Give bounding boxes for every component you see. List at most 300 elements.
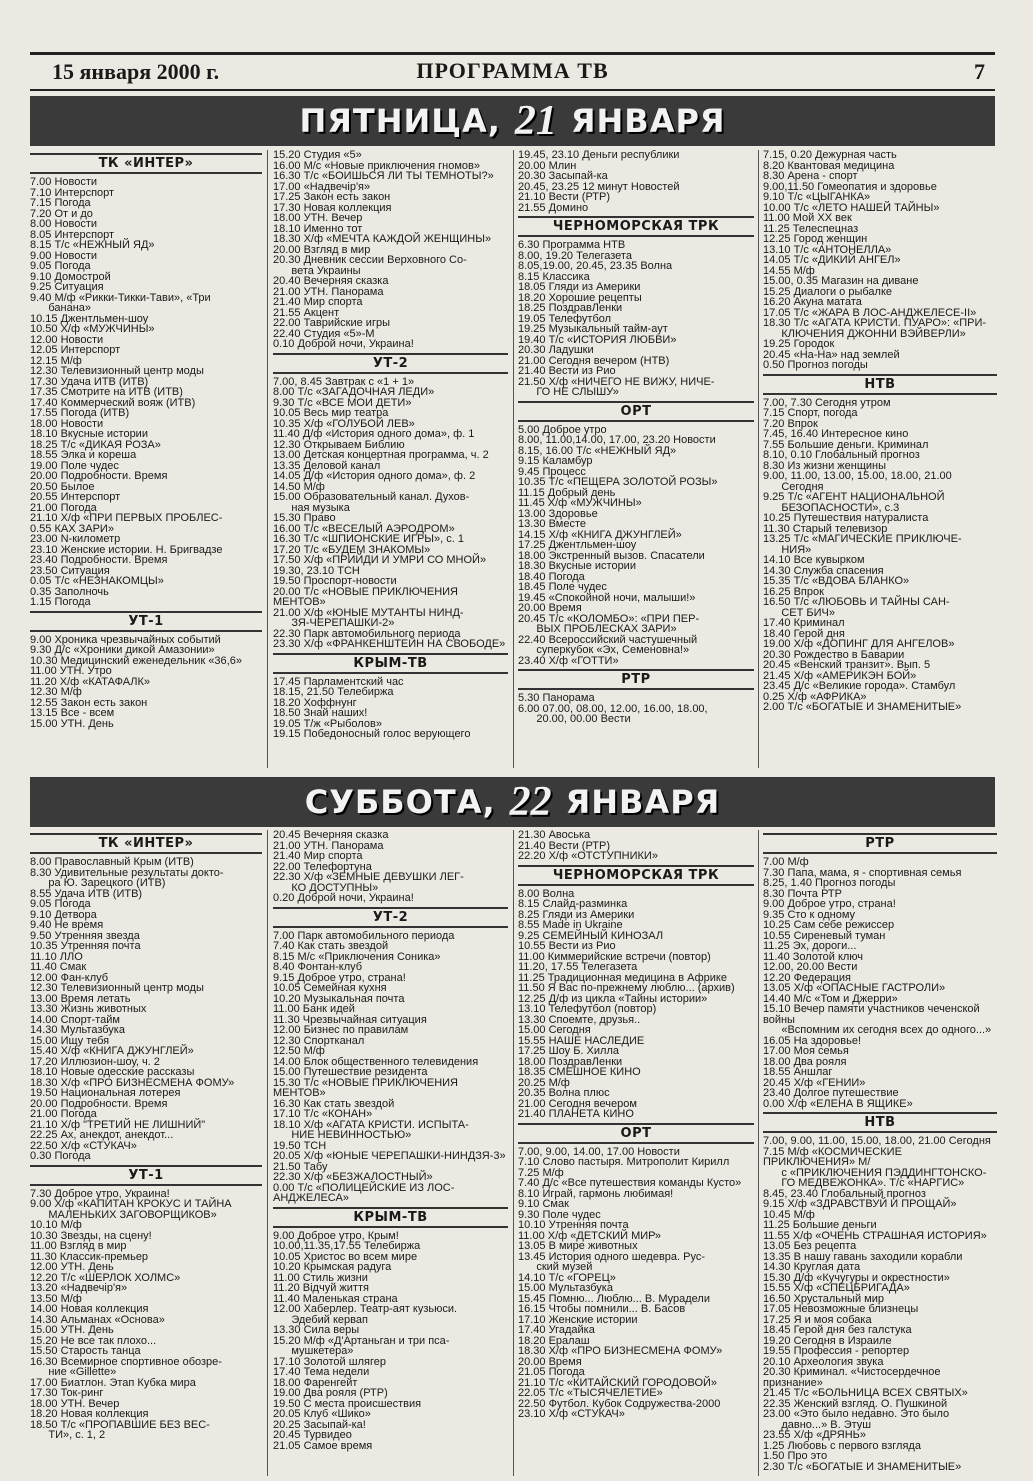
- program-listing: 7.00 Парк автомобильного периода: [273, 929, 455, 942]
- program-listing: 22.40 Всероссийский частушечный: [518, 633, 698, 646]
- program-listing: МАЛЕНЬКИХ ЗАГОВОРЩИКОВ»: [30, 1208, 217, 1221]
- program-listing: 11.00 Мой XX век: [763, 212, 852, 224]
- program-listing: 2.30 Т/с «БОГАТЫЕ И ЗНАМЕНИТЫЕ»: [763, 1460, 962, 1473]
- program-listing: 9.30 Д/с «Хроники дикой Амазонии»: [30, 644, 215, 656]
- day-number: 22: [509, 779, 552, 825]
- program-listing: 11.25 Традиционная медицина в Африке: [518, 971, 727, 984]
- schedule-column: [273, 150, 508, 768]
- program-listing: 14.15 Х/ф «КНИГА ДЖУНГЛЕЙ»: [518, 528, 682, 541]
- program-listing: 18.45 Герой дня без галстука: [763, 1324, 912, 1336]
- program-listing: 18.10 Вкусные истории: [30, 428, 148, 440]
- program-listing: 10.20 Крымская радуга: [273, 1261, 392, 1273]
- program-listing: 8.30 Арена - спорт: [763, 170, 858, 182]
- program-listing: 7.00, 7.30 Сегодня утром: [763, 396, 891, 409]
- program-listing: 18.20 Хорошие рецепты: [518, 291, 642, 304]
- program-listing: ский музей: [518, 1261, 593, 1273]
- weekday-label: ПЯТНИЦА,: [299, 102, 501, 140]
- program-listing: 20.45 «На-На» над землей: [763, 348, 900, 361]
- program-listing: 12.00 Бизнес по правилам: [273, 1024, 409, 1036]
- program-listing: 13.30 Сила веры: [273, 1324, 360, 1336]
- program-listing: СЕТ БИЧ»: [763, 606, 835, 619]
- program-listing: Сегодня: [763, 480, 824, 493]
- program-listing: КО ДОСТУПНЫ»: [273, 881, 379, 894]
- program-listing: 13.10 Телефутбол (повтор): [518, 1003, 657, 1015]
- program-listing: 12.30 Телевизионный центр моды: [30, 365, 204, 377]
- program-listing: 17.05 Т/с «ЖАРА В ЛОС-АНДЖЕЛЕСЕ-II»: [763, 306, 977, 319]
- program-listing: 21.45 Х/ф «АМЕРИКЭН БОЙ»: [763, 669, 917, 682]
- program-listing: Эдебий кервап: [273, 1313, 368, 1326]
- program-listing: 6.30 Программа НТВ: [518, 239, 626, 251]
- program-listing: 13.10 Т/с «АНТОНЕЛЛА»: [763, 243, 892, 256]
- program-listing: 1.25 Любовь с первого взгляда: [763, 1439, 921, 1452]
- program-listing: 23.00 «Это было недавно. Это было: [763, 1408, 950, 1420]
- program-listing: с «ПРИКЛЮЧЕНИЯ ПЭДДИНГТОНСКО-: [763, 1166, 987, 1179]
- program-listing: 23.10 Женские истории. Н. Бригвадзе: [30, 543, 223, 556]
- program-listing: 17.35 Смотрите на ИТВ (ИТВ): [30, 386, 183, 398]
- program-listing: 17.30 Ток-ринг: [30, 1387, 104, 1399]
- program-listing: 21.10 Вести (РТР): [518, 191, 611, 203]
- program-listing: 21.00 Погода: [30, 501, 97, 514]
- program-listing: 0.05 Т/с «НЕЗНАКОМЦЫ»: [30, 575, 164, 587]
- program-listing: 17.50 Х/ф «ПРИЙДИ И УМРИ СО МНОЙ»: [273, 554, 487, 566]
- program-listing: 7.30 Папа, мама, я - спортивная семья: [763, 866, 962, 879]
- program-listing: 18.00 Фаренгейт: [273, 1376, 358, 1389]
- program-listing: 10.15 Джентльмен-шоу: [30, 312, 149, 325]
- program-listing: 17.40 Угадайка: [518, 1324, 595, 1336]
- program-listing: 16.30 Как стать звездой: [273, 1097, 395, 1110]
- program-listing: 11.00 Стиль жизни: [273, 1271, 368, 1284]
- program-listing: 19.20 Сегодня в Израиле: [763, 1334, 892, 1347]
- program-listing: 9.40 М/ф «Рикки-Тикки-Тави», «Три: [30, 291, 211, 304]
- program-listing: 20.50 Былое: [30, 480, 95, 493]
- program-listing: 22.50 Х/ф «СТУКАЧ»: [30, 1139, 137, 1152]
- program-listing: 15.20 Не все так плохо...: [30, 1334, 157, 1347]
- program-listing: 20.00 Подробности. Время: [30, 1097, 168, 1110]
- program-listing: 0.25 Х/ф «АФРИКА»: [763, 690, 867, 703]
- program-listing: мушкетера»: [273, 1345, 354, 1357]
- program-listing: 21.00 Х/ф «ЮНЫЕ МУТАНТЫ НИНД-: [273, 606, 464, 619]
- program-listing: 7.30 Доброе утро, Украина!: [30, 1187, 170, 1200]
- program-listing: ние «Gillette»: [30, 1366, 117, 1378]
- program-listing: 15.50 Старость танца: [30, 1345, 141, 1357]
- program-listing: 15.45 Помню... Люблю... В. Мурадели: [518, 1292, 710, 1305]
- program-listing: 17.00 Биатлон. Этап Кубка мира: [30, 1376, 196, 1389]
- day-banner: [30, 777, 995, 827]
- program-listing: 22.25 Ах, анекдот, анекдот...: [30, 1129, 174, 1141]
- program-listing: 9.30 Поле чудес: [518, 1208, 601, 1221]
- program-listing: 13.15 Все - всем: [30, 707, 115, 719]
- column-divider: [758, 150, 759, 768]
- program-listing: 11.00 Х/ф «ДЕТСКИЙ МИР»: [518, 1229, 662, 1242]
- program-listing: 15.10 Вечер памяти участников чеченской войны: [763, 1003, 983, 1026]
- program-listing: 16.15 Чтобы помнили... В. Басов: [518, 1303, 686, 1315]
- program-listing: 15.30 Т/с «НОВЫЕ ПРИКЛЮЧЕНИЯ МЕНТОВ»: [273, 1076, 462, 1099]
- program-listing: вета Украины: [273, 264, 361, 277]
- column-divider: [267, 150, 268, 768]
- program-listing: 10.50 Х/ф «МУЖЧИНЫ»: [30, 323, 155, 335]
- program-listing: 14.55 М/ф: [763, 264, 815, 277]
- program-listing: 21.45 Т/с «БОЛЬНИЦА ВСЕХ СВЯТЫХ»: [763, 1387, 968, 1399]
- program-listing: 8.10 Играй, гармонь любимая!: [518, 1187, 674, 1200]
- program-listing: 19.40 Т/с «ИСТОРИЯ ЛЮБВИ»: [518, 333, 677, 346]
- program-listing: 11.25 Телеспецназ: [763, 222, 859, 235]
- program-listing: 8.15 Т/с «НЕЖНЫЙ ЯД»: [30, 239, 155, 251]
- program-listing: 22.35 Женский взгляд. О. Пушкиной: [763, 1397, 948, 1410]
- program-listing: 12.20 Т/с «ШЕРЛОК ХОЛМС»: [30, 1271, 181, 1284]
- program-listing: 18.30 Х/ф «ПРО БИЗНЕСМЕНА ФОМУ»: [518, 1345, 723, 1357]
- program-listing: 0.00 Т/с «ПОЛИЦЕЙСКИЕ ИЗ ЛОС-АНДЖЕЛЕСА»: [273, 1181, 455, 1204]
- program-listing: 20.00 Подробности. Время: [30, 470, 168, 482]
- program-listing: 19.55 Профессия - репортер: [763, 1345, 910, 1357]
- program-listing: 16.20 Акуна матата: [763, 296, 862, 308]
- program-listing: 20.55 Интерспорт: [30, 491, 121, 503]
- program-listing: 10.35 Утренняя почта: [30, 940, 141, 952]
- program-listing: 15.30 Право: [273, 512, 336, 524]
- program-listing: 16.50 Т/с «ЛЮБОВЬ И ТАЙНЫ САН-: [763, 596, 950, 608]
- program-listing: ГО НЕ СЛЫШУ»: [518, 386, 619, 398]
- program-listing: 22.50 Футбол. Кубок Содружества-2000: [518, 1397, 721, 1410]
- program-listing: 7.45, 16.40 Интересное кино: [763, 428, 909, 440]
- program-listing: 16.30 Т/с «ШПИОНСКИЕ ИГРЫ», с. 1: [273, 533, 464, 545]
- program-listing: 20.45 Турвидео: [273, 1429, 352, 1441]
- program-listing: 10.05 Христос во всем мире: [273, 1250, 418, 1263]
- channel-heading: ТК «ИНТЕР»: [30, 153, 262, 174]
- schedule-column: [763, 830, 997, 1476]
- program-listing: 9.00,11.50 Гомеопатия и здоровье: [763, 180, 937, 193]
- program-listing: 18.05 Гляди из Америки: [518, 281, 641, 293]
- program-listing: 9.25 СЕМЕЙНЫЙ КИНОЗАЛ: [518, 929, 664, 942]
- program-listing: 23.40 Долгое путешествие: [763, 1087, 899, 1099]
- program-listing: 19.45, 23.10 Деньги республики: [518, 150, 680, 161]
- channel-heading: НТВ: [763, 1112, 997, 1133]
- program-listing: 7.25 М/ф: [518, 1166, 564, 1179]
- program-listing: 17.00 «Надвечір'я»: [273, 180, 371, 193]
- program-listing: 0.35 Заполночь: [30, 585, 109, 598]
- program-listing: 15.25 Диалоги о рыбалке: [763, 285, 893, 298]
- program-listing: 19.25 Городок: [763, 338, 835, 350]
- program-listing: 13.05 Х/ф «ОПАСНЫЕ ГАСТРОЛИ»: [763, 982, 946, 994]
- program-listing: 19.05 Т/ж «Рыболов»: [273, 717, 382, 730]
- program-listing: 13.00 Время летать: [30, 992, 131, 1005]
- program-listing: 6.00 07.00, 08.00, 12.00, 16.00, 18.00,: [518, 702, 708, 715]
- program-listing: 0.30 Погода: [30, 1150, 91, 1162]
- program-listing: 17.25 Шоу Б. Хилла: [518, 1045, 619, 1057]
- program-listing: 7.15 Спорт, погода: [763, 407, 858, 419]
- program-listing: 18.35 СМЕШНОЕ КИНО: [518, 1066, 641, 1078]
- channel-heading: УТ-1: [30, 611, 262, 632]
- program-listing: 8.55 Удача ИТВ (ИТВ): [30, 887, 143, 900]
- program-listing: 12.30 М/ф: [30, 686, 82, 698]
- program-listing: 21.50 Х/ф «НИЧЕГО НЕ ВИЖУ, НИЧЕ-: [518, 375, 715, 388]
- program-listing: 9.00 Доброе утро, Крым!: [273, 1229, 399, 1242]
- program-listing: 21.00 УТН. Панорама: [273, 285, 384, 298]
- program-listing: 10.30 Медицинский еженедельник «36,6»: [30, 654, 242, 667]
- program-listing: 20.40 Вечерняя сказка: [273, 275, 389, 287]
- program-listing: 17.25 Я и моя собака: [763, 1313, 872, 1326]
- program-listing: 17.20 Иллюзион-шоу, ч. 2: [30, 1055, 160, 1068]
- program-listing: ная музыка: [273, 501, 350, 514]
- program-listing: 19.50 ТСН: [273, 1139, 327, 1152]
- program-listing: 22.30 Парк автомобильного периода: [273, 627, 461, 640]
- program-listing: 12.00 Новости: [30, 333, 104, 346]
- program-listing: 10.55 Вести из Рио: [518, 940, 616, 952]
- program-listing: 10.00 Т/с «ЛЕТО НАШЕЙ ТАЙНЫ»: [763, 201, 940, 214]
- program-listing: 18.10 Новые одесские рассказы: [30, 1066, 195, 1078]
- program-listing: 19.50 Проспорт-новости: [273, 575, 397, 587]
- channel-heading: ОРТ: [518, 401, 754, 422]
- program-listing: 20.45 Х/ф «ГЕНИИ»: [763, 1076, 866, 1089]
- program-listing: 21.40 Вести из Рио: [518, 365, 616, 377]
- program-listing: 15.00 УТН. День: [30, 1324, 114, 1336]
- program-listing: 20.30 Рождество в Баварии: [763, 648, 905, 661]
- program-listing: 21.10 Т/с «КИТАЙСКИЙ ГОРОДОВОЙ»: [518, 1376, 718, 1389]
- program-listing: 12.00, 20.00 Вести: [763, 961, 858, 973]
- program-listing: 21.00 Погода: [30, 1108, 97, 1120]
- program-listing: 19.15 Победоносный голос верующего: [273, 728, 471, 740]
- program-listing: 15.35 Т/с «ВДОВА БЛАНКО»: [763, 575, 910, 587]
- program-listing: 9.35 Сто к одному: [763, 908, 856, 921]
- program-listing: 10.45 М/ф: [763, 1208, 815, 1221]
- program-listing: 7.20 Впрок: [763, 417, 818, 430]
- program-listing: 7.40 Как стать звездой: [273, 940, 389, 952]
- program-listing: 21.55 Домино: [518, 201, 589, 214]
- program-listing: 7.00, 9.00, 14.00, 17.00 Новости: [518, 1145, 680, 1158]
- program-listing: 9.25 Ситуация: [30, 281, 104, 293]
- program-listing: 13.30 Жизнь животных: [30, 1003, 147, 1015]
- program-listing: 21.00 УТН. Панорама: [273, 839, 384, 852]
- program-listing: 21.05 Самое время: [273, 1439, 373, 1452]
- program-listing: 19.00 Два рояля (РТР): [273, 1387, 388, 1399]
- program-listing: 7.10 Интерспорт: [30, 186, 115, 199]
- program-listing: 19.00 Х/ф «ДОПИНГ ДЛЯ АНГЕЛОВ»: [763, 638, 955, 650]
- program-listing: 23.30 Х/ф «ФРАНКЕНШТЕЙН НА СВОБОДЕ»: [273, 638, 506, 650]
- program-listing: 8.15, 16.00 Т/с «НЕЖНЫЙ ЯД»: [518, 444, 677, 457]
- program-listing: НИЕ НЕВИННОСТЬЮ»: [273, 1129, 412, 1141]
- program-listing: 15.00, 0.35 Магазин на диване: [763, 275, 919, 287]
- program-listing: 16.00 М/с «Новые приключения гномов»: [273, 159, 480, 172]
- program-listing: 15.00 Ищу тебя: [30, 1034, 110, 1047]
- program-listing: 9.05 Погода: [30, 898, 91, 910]
- program-listing: 8.15 М/с «Приключения Соника»: [273, 950, 441, 963]
- program-listing: 20.05 Х/ф «ЮНЫЕ ЧЕРЕПАШКИ-НИНДЗЯ-3»: [273, 1150, 506, 1162]
- day-banner: [30, 96, 995, 146]
- program-listing: банана»: [30, 302, 92, 314]
- program-listing: 10.55 Сиреневый туман: [763, 929, 886, 942]
- program-listing: 23.40 Подробности. Время: [30, 554, 168, 566]
- program-listing: 9.30 Т/с «ВСЕ МОИ ДЕТИ»: [273, 396, 412, 409]
- program-listing: 12.15 М/ф: [30, 354, 82, 367]
- program-listing: 18.00 Два рояля: [763, 1055, 847, 1068]
- weekday-label: СУББОТА,: [304, 783, 496, 821]
- program-listing: 20.00 Время: [518, 1355, 582, 1368]
- program-listing: 12.25 Город женщин: [763, 233, 868, 245]
- program-listing: 16.30 Т/с «БОИШЬСЯ ЛИ ТЫ ТЕМНОТЫ?»: [273, 170, 494, 182]
- program-listing: 18.00 УТН. Вечер: [273, 212, 363, 224]
- program-listing: 9.10 Домострой: [30, 270, 111, 283]
- program-listing: 8.00, 11.00,14.00, 17.00, 23.20 Новости: [518, 434, 716, 446]
- program-listing: 17.20 Т/с «БУДЕМ ЗНАКОМЫ»: [273, 543, 431, 556]
- program-listing: 7.40 Д/с «Все путешествия команды Кусто»: [518, 1177, 742, 1189]
- program-listing: 11.20 Відчуй життя: [273, 1282, 369, 1294]
- program-listing: 21.40 ПЛАНЕТА КИНО: [518, 1108, 634, 1120]
- program-listing: 15.30 Д/ф «Кучугуры и окрестности»: [763, 1271, 950, 1284]
- channel-heading: УТ-1: [30, 1165, 262, 1186]
- program-listing: суперкубок «Эх, Семеновна!»: [518, 644, 690, 656]
- program-listing: 10.35 Х/ф «ГОЛУБОЙ ЛЕВ»: [273, 417, 415, 430]
- program-listing: 15.40 Х/ф «КНИГА ДЖУНГЛЕЙ»: [30, 1045, 194, 1057]
- program-listing: 22.05 Т/с «ТЫСЯЧЕЛЕТИЕ»: [518, 1387, 663, 1399]
- program-listing: 7.10 Слово пастыря. Митрополит Кирилл: [518, 1156, 730, 1168]
- program-listing: 22.30 Х/ф «БЕЗЖАЛОСТНЫЙ»: [273, 1171, 433, 1183]
- program-listing: 13.30 Споемте, друзья..: [518, 1013, 641, 1026]
- program-listing: 17.05 Невозможные близнецы: [763, 1303, 919, 1315]
- program-listing: 19.50 С места происшествия: [273, 1397, 422, 1410]
- program-listing: 17.30 Новая коллекция: [273, 201, 392, 214]
- schedule-column: [518, 150, 754, 768]
- month-label: ЯНВАРЯ: [570, 102, 726, 140]
- program-listing: 7.15 М/ф «КОСМИЧЕСКИЕ ПРИКЛЮЧЕНИЯ» М/: [763, 1145, 905, 1168]
- program-listing: 23.50 Ситуация: [30, 564, 110, 577]
- program-listing: 8.40 Фонтан-клуб: [273, 961, 363, 973]
- program-listing: 18.25 ПоздравЛенки: [518, 302, 623, 314]
- program-listing: 11.25 Большие деньги: [763, 1219, 877, 1231]
- program-listing: 11.50 Я Вас по-прежнему люблю... (архив): [518, 982, 735, 994]
- program-listing: 0.10 Доброй ночи, Украина!: [273, 338, 414, 350]
- program-listing: 11.40 Д/ф «История одного дома», ф. 1: [273, 428, 475, 440]
- program-listing: 12.30 Телевизионный центр моды: [30, 982, 204, 994]
- program-listing: 18.00 Новости: [30, 417, 104, 430]
- program-listing: 18.50 Знай наших!: [273, 707, 368, 719]
- program-listing: 21.50 Табу: [273, 1160, 328, 1173]
- program-listing: 14.30 Мультазбука: [30, 1024, 125, 1036]
- program-listing: 9.45 Процесс: [518, 465, 586, 478]
- program-listing: ГО МЕДВЕЖОНКА». Т/с «НАРГИС»: [763, 1177, 965, 1189]
- program-listing: 9.15 Доброе утро, страна!: [273, 971, 406, 984]
- program-listing: 13.20 «Надвечір'я»: [30, 1282, 128, 1294]
- program-listing: 9.00 Доброе утро, страна!: [763, 898, 896, 910]
- column-divider: [758, 830, 759, 1476]
- program-listing: 20.45 Вечерняя сказка: [273, 830, 389, 841]
- program-listing: 2.00 Т/с «БОГАТЫЕ И ЗНАМЕНИТЫЕ»: [763, 701, 962, 713]
- program-listing: 19.50 Национальная лотерея: [30, 1087, 181, 1099]
- program-listing: 21.05 Погода: [518, 1366, 585, 1378]
- program-listing: 20.45 Т/с «КОЛОМБО»: «ПРИ ПЕР-: [518, 612, 700, 625]
- program-listing: 1.15 Погода: [30, 596, 91, 608]
- program-listing: 11.30 Старый телевизор: [763, 522, 888, 535]
- program-listing: 18.20 Хоффнунг: [273, 696, 357, 709]
- program-listing: 14.05 Т/с «ДИКИЙ АНГЕЛ»: [763, 254, 901, 266]
- program-listing: 10.10 Утренняя почта: [518, 1219, 629, 1231]
- program-listing: 9.00 Новости: [30, 249, 98, 262]
- program-listing: 15.20 М/ф «Д'Артаньган и три пса-: [273, 1334, 450, 1347]
- program-listing: 10.05 Весь мир театра: [273, 407, 389, 419]
- program-listing: 20.30 Ладушки: [518, 344, 594, 356]
- program-listing: 18.40 Погода: [518, 570, 585, 583]
- program-listing: 8.10, 0.10 Глобальный прогноз: [763, 449, 920, 461]
- program-listing: 21.55 Акцент: [273, 306, 340, 319]
- program-listing: 8.20 Квантовая медицина: [763, 159, 895, 172]
- column-divider: [267, 830, 268, 1476]
- program-listing: 15.00 Сегодня: [518, 1024, 591, 1036]
- program-listing: 8.00, 19.20 Телегазета: [518, 249, 632, 262]
- program-listing: 19.00 Поле чудес: [30, 459, 119, 472]
- program-listing: 0.50 Прогноз погоды: [763, 359, 868, 371]
- program-listing: 16.05 На здоровье!: [763, 1034, 862, 1047]
- program-listing: 18.00 Экстренный вызов. Спасатели: [518, 549, 705, 562]
- schedule-column: [30, 150, 262, 768]
- program-listing: 10.25 Путешествия натуралиста: [763, 512, 929, 524]
- program-listing: «Вспомним их сегодня всех до одного...»: [763, 1024, 992, 1036]
- program-listing: ВЫХ ПРОБЛЕСКАХ ЗАРИ»: [518, 623, 677, 635]
- program-listing: 7.00, 8.45 Завтрак с «1 + 1»: [273, 375, 415, 388]
- program-listing: 14.30 Альманах «Основа»: [30, 1313, 165, 1326]
- program-listing: 15.20 Студия «5»: [273, 150, 362, 161]
- program-listing: 17.25 Закон есть закон: [273, 191, 391, 203]
- program-listing: 14.40 М/с «Том и Джерри»: [763, 992, 898, 1005]
- program-listing: 12.00 Фан-клуб: [30, 971, 109, 984]
- program-listing: 11.00 Банк идей: [273, 1003, 355, 1015]
- program-listing: 21.40 Мир спорта: [273, 296, 363, 308]
- program-listing: НИЯ»: [763, 543, 812, 556]
- program-listing: 14.10 Т/с «ГОРЕЦ»: [518, 1271, 616, 1284]
- channel-heading: РТР: [763, 833, 997, 854]
- program-listing: 18.10 Именно тот: [273, 222, 363, 235]
- program-listing: 21.00 Сегодня вечером (НТВ): [518, 354, 670, 367]
- channel-heading: ЧЕРНОМОРСКАЯ ТРК: [518, 865, 754, 886]
- program-listing: 13.45 История одного шедевра. Рус-: [518, 1250, 706, 1263]
- program-listing: 7.00 Новости: [30, 176, 98, 188]
- program-listing: 18.00 УТН. Вечер: [30, 1397, 120, 1410]
- program-listing: 8.55 Made in Ukraine: [518, 919, 623, 931]
- program-listing: 12.55 Закон есть закон: [30, 696, 148, 709]
- column-divider: [513, 150, 514, 768]
- program-listing: 22.20 Х/ф «ОТСТУПНИКИ»: [518, 850, 658, 862]
- program-listing: 18.10 Х/ф «АГАТА КРИСТИ. ИСПЫТА-: [273, 1118, 469, 1131]
- program-listing: 21.40 Вести (РТР): [518, 839, 611, 852]
- program-listing: 11.25 Эх, дороги...: [763, 940, 857, 952]
- program-listing: 20.35 Волна плюс: [518, 1087, 610, 1099]
- program-listing: 12.25 Д/ф из цикла «Тайны истории»: [518, 992, 708, 1005]
- program-listing: 11.20 Х/ф «КАТАФАЛК»: [30, 675, 151, 688]
- program-listing: 13.00 Детская концертная программа, ч. 2: [273, 449, 489, 461]
- program-listing: 12.05 Интерспорт: [30, 344, 121, 356]
- program-listing: 16.30 Всемирное спортивное обозре-: [30, 1355, 222, 1368]
- program-listing: 9.00 Х/ф «КАПИТАН КРОКУС И ТАЙНА: [30, 1198, 232, 1210]
- channel-heading: НТВ: [763, 374, 997, 395]
- program-listing: 20.25 М/ф: [518, 1076, 570, 1089]
- program-listing: 14.05 Д/ф «История одного дома», ф. 2: [273, 470, 476, 482]
- program-listing: 17.10 Золотой шлягер: [273, 1355, 386, 1368]
- program-listing: 8.25 Гляди из Америки: [518, 908, 635, 921]
- program-listing: 13.05 Без рецепта: [763, 1240, 857, 1252]
- program-listing: 18.45 Поле чудес: [518, 581, 607, 593]
- program-listing: 11.40 Маленькая страна: [273, 1292, 398, 1305]
- program-listing: 12.00 УТН. День: [30, 1261, 114, 1273]
- program-listing: 7.00 М/ф: [763, 856, 809, 868]
- program-listing: 23.00 N-километр: [30, 533, 121, 545]
- program-listing: 15.00 Мультазбука: [518, 1282, 613, 1294]
- channel-heading: КРЫМ-ТВ: [273, 1207, 508, 1228]
- program-listing: 8.30 Удивительные результаты докто-: [30, 866, 224, 879]
- program-listing: 13.05 В мире животных: [518, 1240, 638, 1252]
- program-listing: 17.55 Погода (ИТВ): [30, 407, 130, 419]
- program-listing: 16.00 Т/с «ВЕСЕЛЫЙ АЭРОДРОМ»: [273, 522, 455, 535]
- program-listing: 1.50 Про это: [763, 1450, 828, 1462]
- program-listing: 9.40 Не время: [30, 919, 104, 931]
- program-listing: 7.15, 0.20 Дежурная часть: [763, 150, 897, 161]
- program-listing: 16.50 Хрустальный мир: [763, 1292, 884, 1305]
- program-listing: 9.25 Т/с «АГЕНТ НАЦИОНАЛЬНОЙ: [763, 491, 945, 503]
